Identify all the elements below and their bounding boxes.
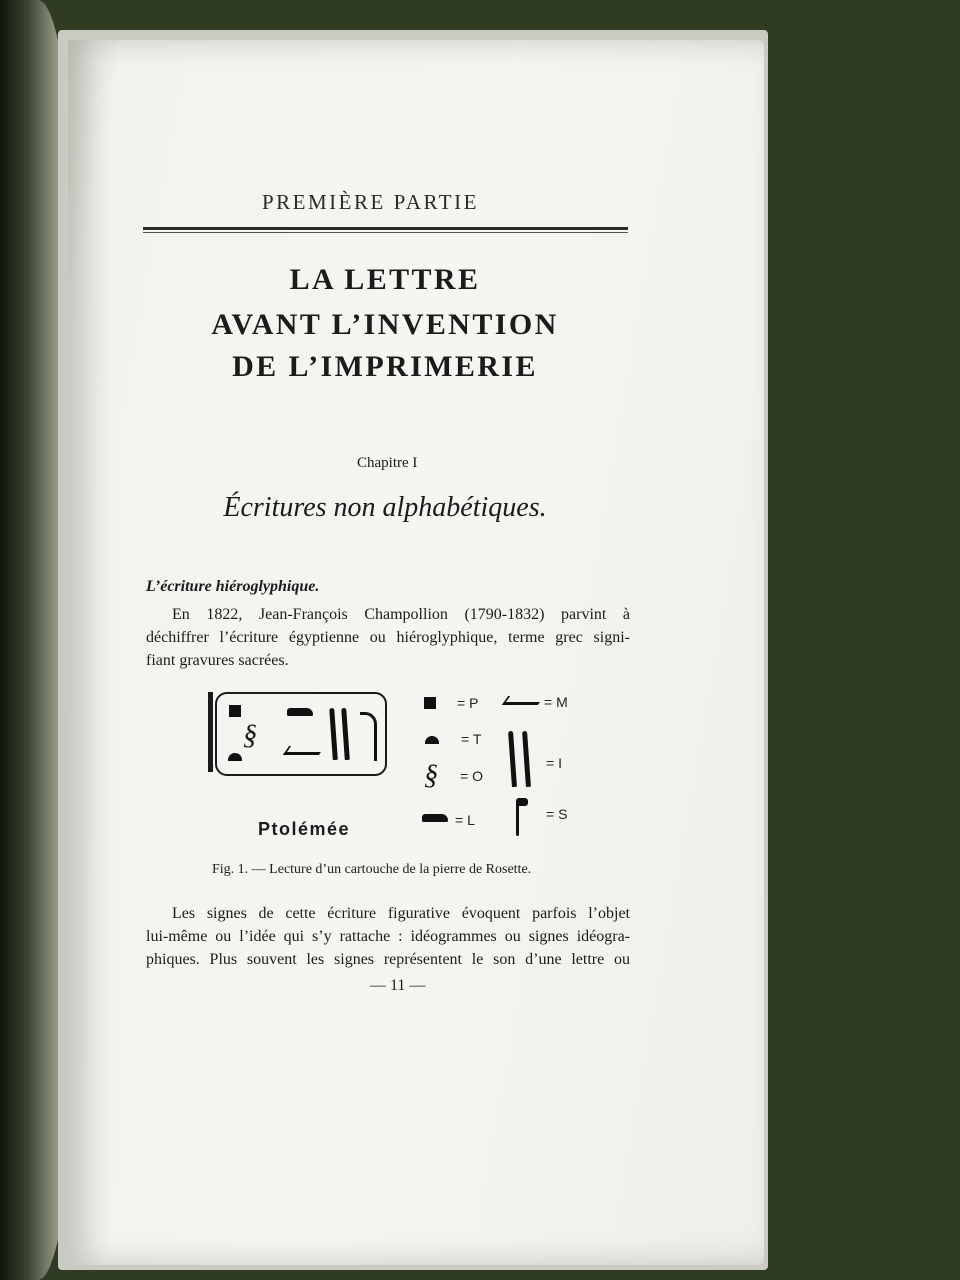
- page-number: — 11 —: [370, 977, 426, 994]
- gloss-o: = O: [460, 768, 483, 784]
- hieroglyph-square-icon: [424, 697, 436, 709]
- title-rule: [143, 227, 628, 230]
- paragraph-2-line-3: phiques. Plus souvent les signes représentent le son d’une lettre ou: [146, 951, 630, 968]
- hieroglyph-rope-icon: §: [424, 760, 438, 791]
- hieroglyph-bread-icon: [228, 753, 242, 761]
- gloss-i: = I: [546, 755, 562, 771]
- hieroglyph-lion-icon: [287, 708, 313, 716]
- hieroglyph-square-icon: [229, 705, 241, 717]
- cartouche-label: Ptolémée: [258, 819, 351, 839]
- paragraph-2-line-2: lui-même ou l’idée qui s’y rattache : idéogrammes ou signes idéogra-: [146, 928, 630, 945]
- main-title-line-2: AVANT L’INVENTION: [211, 308, 559, 341]
- main-title-line-3: DE L’IMPRIMERIE: [232, 350, 538, 383]
- paragraph-1-line-2: déchiffrer l’écriture égyptienne ou hiéroglyphique, terme grec signi-: [146, 629, 630, 646]
- gloss-s: = S: [546, 806, 568, 822]
- paragraph-1-line-1: En 1822, Jean-François Champollion (1790-1832) parvint à: [172, 606, 630, 623]
- part-title: PREMIÈRE PARTIE: [262, 190, 479, 214]
- gloss-p: = P: [457, 695, 479, 711]
- hieroglyph-rope-icon: §: [243, 720, 257, 751]
- paragraph-2-line-1: Les signes de cette écriture figurative évoquent parfois l’objet: [172, 905, 630, 922]
- hieroglyph-chair-icon: [360, 712, 377, 761]
- hieroglyph-mat-icon: [502, 696, 544, 705]
- hieroglyph-mat-icon: [283, 746, 325, 755]
- hieroglyph-chair-top: [516, 798, 528, 806]
- section-title: L’écriture hiéroglyphique.: [146, 578, 320, 595]
- gloss-m: = M: [544, 694, 568, 710]
- title-rule-thin: [143, 232, 628, 233]
- main-title-line-1: LA LETTRE: [289, 263, 481, 296]
- chapter-title: Écritures non alphabétiques.: [223, 492, 547, 523]
- hieroglyph-bread-icon: [425, 736, 439, 744]
- chapter-label: Chapitre I: [357, 455, 418, 471]
- figure-caption: Fig. 1. — Lecture d’un cartouche de la pierre de Rosette.: [212, 862, 532, 877]
- paragraph-1-line-3: fiant gravures sacrées.: [146, 652, 289, 669]
- hieroglyph-lion-icon: [422, 814, 448, 822]
- gloss-l: = L: [455, 812, 475, 828]
- gloss-t: = T: [461, 731, 482, 747]
- cartouche-end-bar: [208, 692, 213, 772]
